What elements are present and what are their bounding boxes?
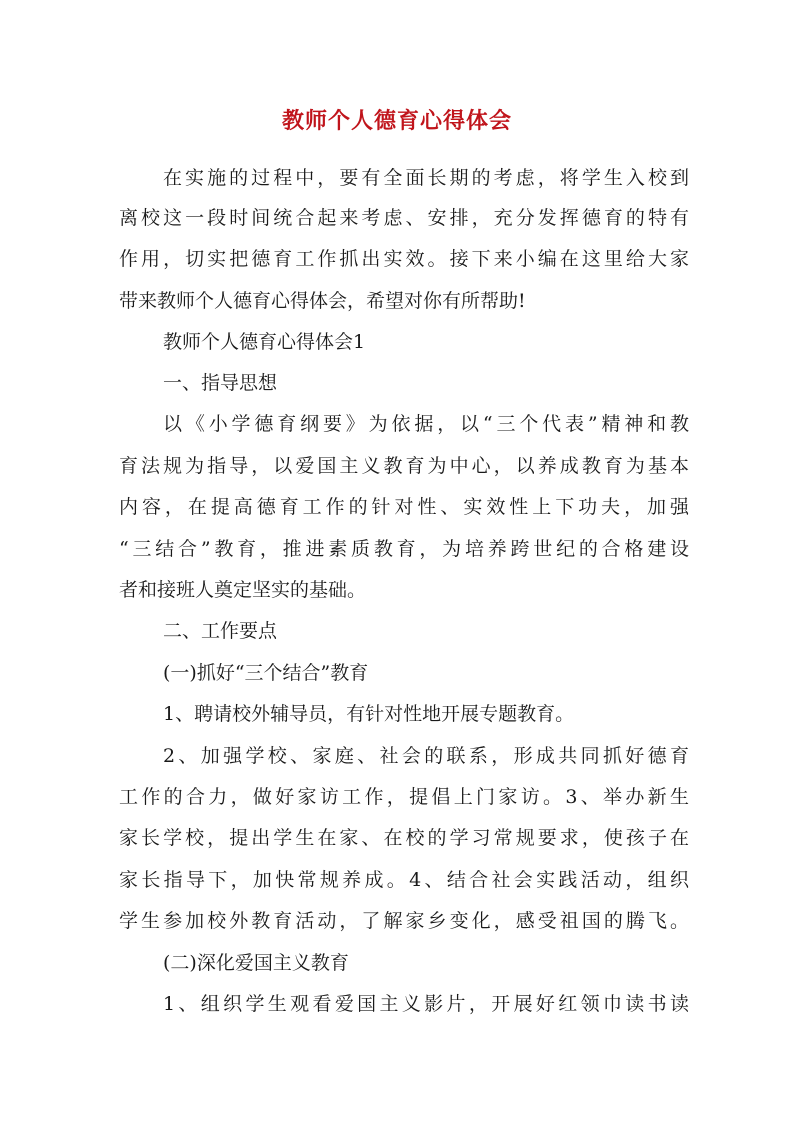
paragraph-line: 者和接班人奠定坚实的基础。 bbox=[119, 579, 367, 601]
section-heading: 一、指导思想 bbox=[163, 372, 278, 394]
section-heading: 二、工作要点 bbox=[163, 620, 278, 642]
paragraph-line: 家长指导下，加快常规养成。4、结合社会实践活动，组织 bbox=[119, 869, 689, 891]
paragraph-line: 育法规为指导，以爱国主义教育为中心，以养成教育为基本 bbox=[119, 455, 689, 477]
subsection-heading: (一)抓好“三个结合”教育 bbox=[163, 662, 369, 684]
paragraph-line: 1、组织学生观看爱国主义影片，开展好红领巾读书读 bbox=[163, 993, 689, 1015]
paragraph-line: 内容，在提高德育工作的针对性、实效性上下功夫，加强 bbox=[119, 496, 689, 518]
paragraph-line: 家长学校，提出学生在家、在校的学习常规要求，使孩子在 bbox=[119, 827, 689, 849]
paragraph-line: 在实施的过程中，要有全面长期的考虑，将学生入校到 bbox=[163, 167, 689, 189]
document-title: 教师个人德育心得体会 bbox=[281, 108, 512, 134]
paragraph-line: 带来教师个人德育心得体会，希望对你有所帮助! bbox=[119, 290, 526, 312]
paragraph-line: 2、加强学校、家庭、社会的联系，形成共同抓好德育 bbox=[163, 745, 689, 767]
paragraph-line: 工作的合力，做好家访工作，提倡上门家访。3、举办新生 bbox=[119, 786, 689, 808]
paragraph-line: 作用，切实把德育工作抓出实效。接下来小编在这里给大家 bbox=[119, 248, 689, 270]
paragraph-line: 1、聘请校外辅导员，有针对性地开展专题教育。 bbox=[163, 703, 575, 725]
paragraph-line: “三结合”教育，推进素质教育，为培养跨世纪的合格建设 bbox=[119, 538, 689, 560]
section-heading: 教师个人德育心得体会1 bbox=[163, 331, 366, 353]
paragraph-line: 以《小学德育纲要》为依据，以“三个代表”精神和教 bbox=[163, 413, 689, 435]
paragraph-line: 学生参加校外教育活动，了解家乡变化，感受祖国的腾飞。 bbox=[119, 910, 689, 932]
paragraph-line: 离校这一段时间统合起来考虑、安排，充分发挥德育的特有 bbox=[119, 207, 689, 229]
subsection-heading: (二)深化爱国主义教育 bbox=[163, 952, 349, 974]
